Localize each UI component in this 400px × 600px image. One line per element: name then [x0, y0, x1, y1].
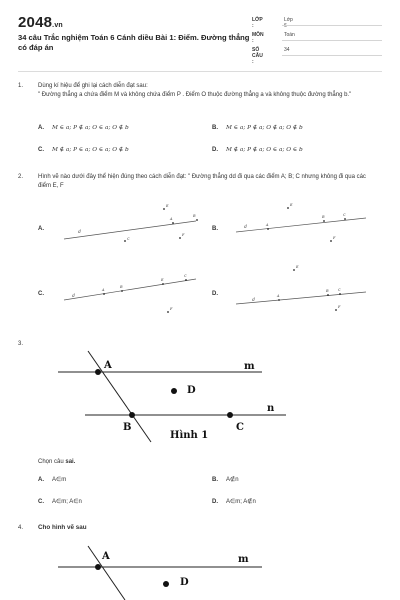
q3-option-c[interactable] [38, 498, 82, 505]
svg-text:B: B [326, 289, 329, 293]
point-label-a: A [102, 551, 110, 562]
q1-option-c[interactable] [38, 147, 129, 153]
option-text: M ∈ a; P ∉ a; O ∉ a; O ∉ b [226, 125, 303, 131]
q3-prompt [38, 458, 388, 467]
option-text: M ∉ a; P ∉ a; O ∈ a; O ∈ b [226, 147, 303, 153]
header-divider [18, 71, 382, 72]
point-label-c: C [236, 422, 244, 433]
question-text: Hình vẽ nào dưới đây thể hiện đúng theo cách diễn đạt: " Đường thẳng dd đi qua các điểm A; B; C nhưng không đi qua các điểm E, F [38, 174, 366, 189]
meta-underline [282, 25, 382, 26]
worksheet-title: 34 câu Trắc nghiệm Toán 6 Cánh diều Bài 1: Điểm. Đường thẳng có đáp án [18, 33, 250, 52]
svg-text:B: B [322, 215, 325, 219]
svg-text:F: F [170, 307, 173, 311]
meta-underline [282, 40, 382, 41]
question-number: 3. [18, 341, 24, 347]
q2-option-a[interactable] [38, 226, 52, 232]
point-label-b: B [123, 422, 132, 433]
svg-text:E: E [296, 265, 299, 269]
svg-text:B: B [193, 214, 196, 218]
option-text: A∈m; A∈n [52, 499, 82, 505]
q1-option-b[interactable] [212, 125, 303, 131]
svg-text:d: d [244, 225, 247, 230]
line-label-m: m [238, 554, 249, 565]
svg-text:d: d [72, 294, 75, 299]
svg-text:C: C [127, 237, 130, 241]
q1-option-d[interactable] [212, 147, 303, 153]
question-text [38, 82, 373, 99]
svg-text:A: A [170, 217, 173, 221]
q2-option-d[interactable] [212, 291, 226, 297]
option-text: M ∈ a; P ∉ a; O ∈ a; O ∉ b [52, 125, 129, 131]
q3-option-b[interactable] [212, 476, 239, 483]
svg-text:C: C [338, 288, 341, 292]
svg-text:A: A [102, 288, 105, 292]
option-label: A. [38, 226, 44, 232]
option-label: C. [38, 291, 44, 297]
option-label: A. [38, 477, 44, 483]
q2-figure-c [60, 266, 200, 321]
svg-text:C: C [343, 213, 346, 217]
prompt-emphasis: sai. [65, 459, 76, 465]
meta-value: Toán [284, 32, 295, 38]
q3-option-a[interactable] [38, 476, 66, 483]
option-label: D. [212, 499, 218, 505]
q4-figure [50, 540, 350, 600]
svg-text:B: B [120, 285, 123, 289]
svg-text:F: F [182, 233, 185, 237]
option-label: D. [212, 291, 218, 297]
figure-caption: Hình 1 [170, 430, 209, 441]
question-number: 4. [18, 525, 24, 531]
svg-text:A: A [277, 294, 280, 298]
svg-text:C: C [184, 274, 187, 278]
question-text: Cho hình vẽ sau [38, 524, 87, 531]
q2-figure-d [232, 262, 372, 317]
q2-option-b[interactable] [212, 226, 226, 232]
svg-text:E: E [166, 204, 169, 208]
meta-key: SỐ CÂU : [252, 47, 263, 65]
option-text: A∉n [226, 477, 239, 483]
line-label-n: n [267, 403, 275, 414]
svg-text:E: E [290, 203, 293, 207]
option-label: C. [38, 147, 44, 153]
prompt-text: Chọn câu [38, 459, 66, 465]
site-logo[interactable] [18, 14, 63, 31]
meta-key: LỚP : [252, 17, 263, 29]
question-number: 2. [18, 174, 24, 180]
logo-tld: .vn [52, 22, 63, 29]
line-label: d [78, 230, 81, 235]
q2-option-c[interactable] [38, 291, 52, 297]
line-label-m: m [244, 361, 255, 372]
meta-value: Lớp 6 [284, 17, 293, 29]
svg-text:d: d [252, 298, 255, 303]
q3-option-d[interactable] [212, 498, 256, 505]
question-quote: " Đường thẳng a chứa điểm M và không chứa điểm P . Điểm O thuộc đường thẳng a và không thuộc đường thẳng b." [38, 91, 352, 98]
option-text: A∈m; A∉n [226, 499, 256, 505]
question-stem: Dùng kí hiệu để ghi lại cách diễn đạt sau: [38, 83, 148, 89]
q3-figure [50, 345, 350, 445]
point-label-a: A [104, 360, 112, 371]
option-label: B. [212, 477, 218, 483]
meta-key: MÔN : [252, 32, 264, 44]
question-number: 1. [18, 83, 24, 89]
svg-text:E: E [161, 278, 164, 282]
point-label-d: D [187, 385, 196, 396]
q2-figure-b [232, 200, 372, 250]
option-text: M ∉ a; P ∈ a; O ∈ a; O ∉ b [52, 147, 129, 153]
meta-underline [282, 55, 382, 56]
meta-value: 34 [284, 47, 290, 53]
q1-option-a[interactable] [38, 125, 129, 131]
svg-text:F: F [338, 305, 341, 309]
option-label: B. [212, 226, 218, 232]
q2-figure-a [60, 200, 200, 250]
logo-text: 2048 [18, 14, 53, 31]
svg-text:A: A [266, 223, 269, 227]
svg-text:F: F [333, 236, 336, 240]
option-label: B. [212, 125, 218, 131]
option-label: A. [38, 125, 44, 131]
option-text: A∈m [52, 477, 67, 483]
option-label: C. [38, 499, 44, 505]
option-label: D. [212, 147, 218, 153]
point-label-d: D [180, 577, 189, 588]
